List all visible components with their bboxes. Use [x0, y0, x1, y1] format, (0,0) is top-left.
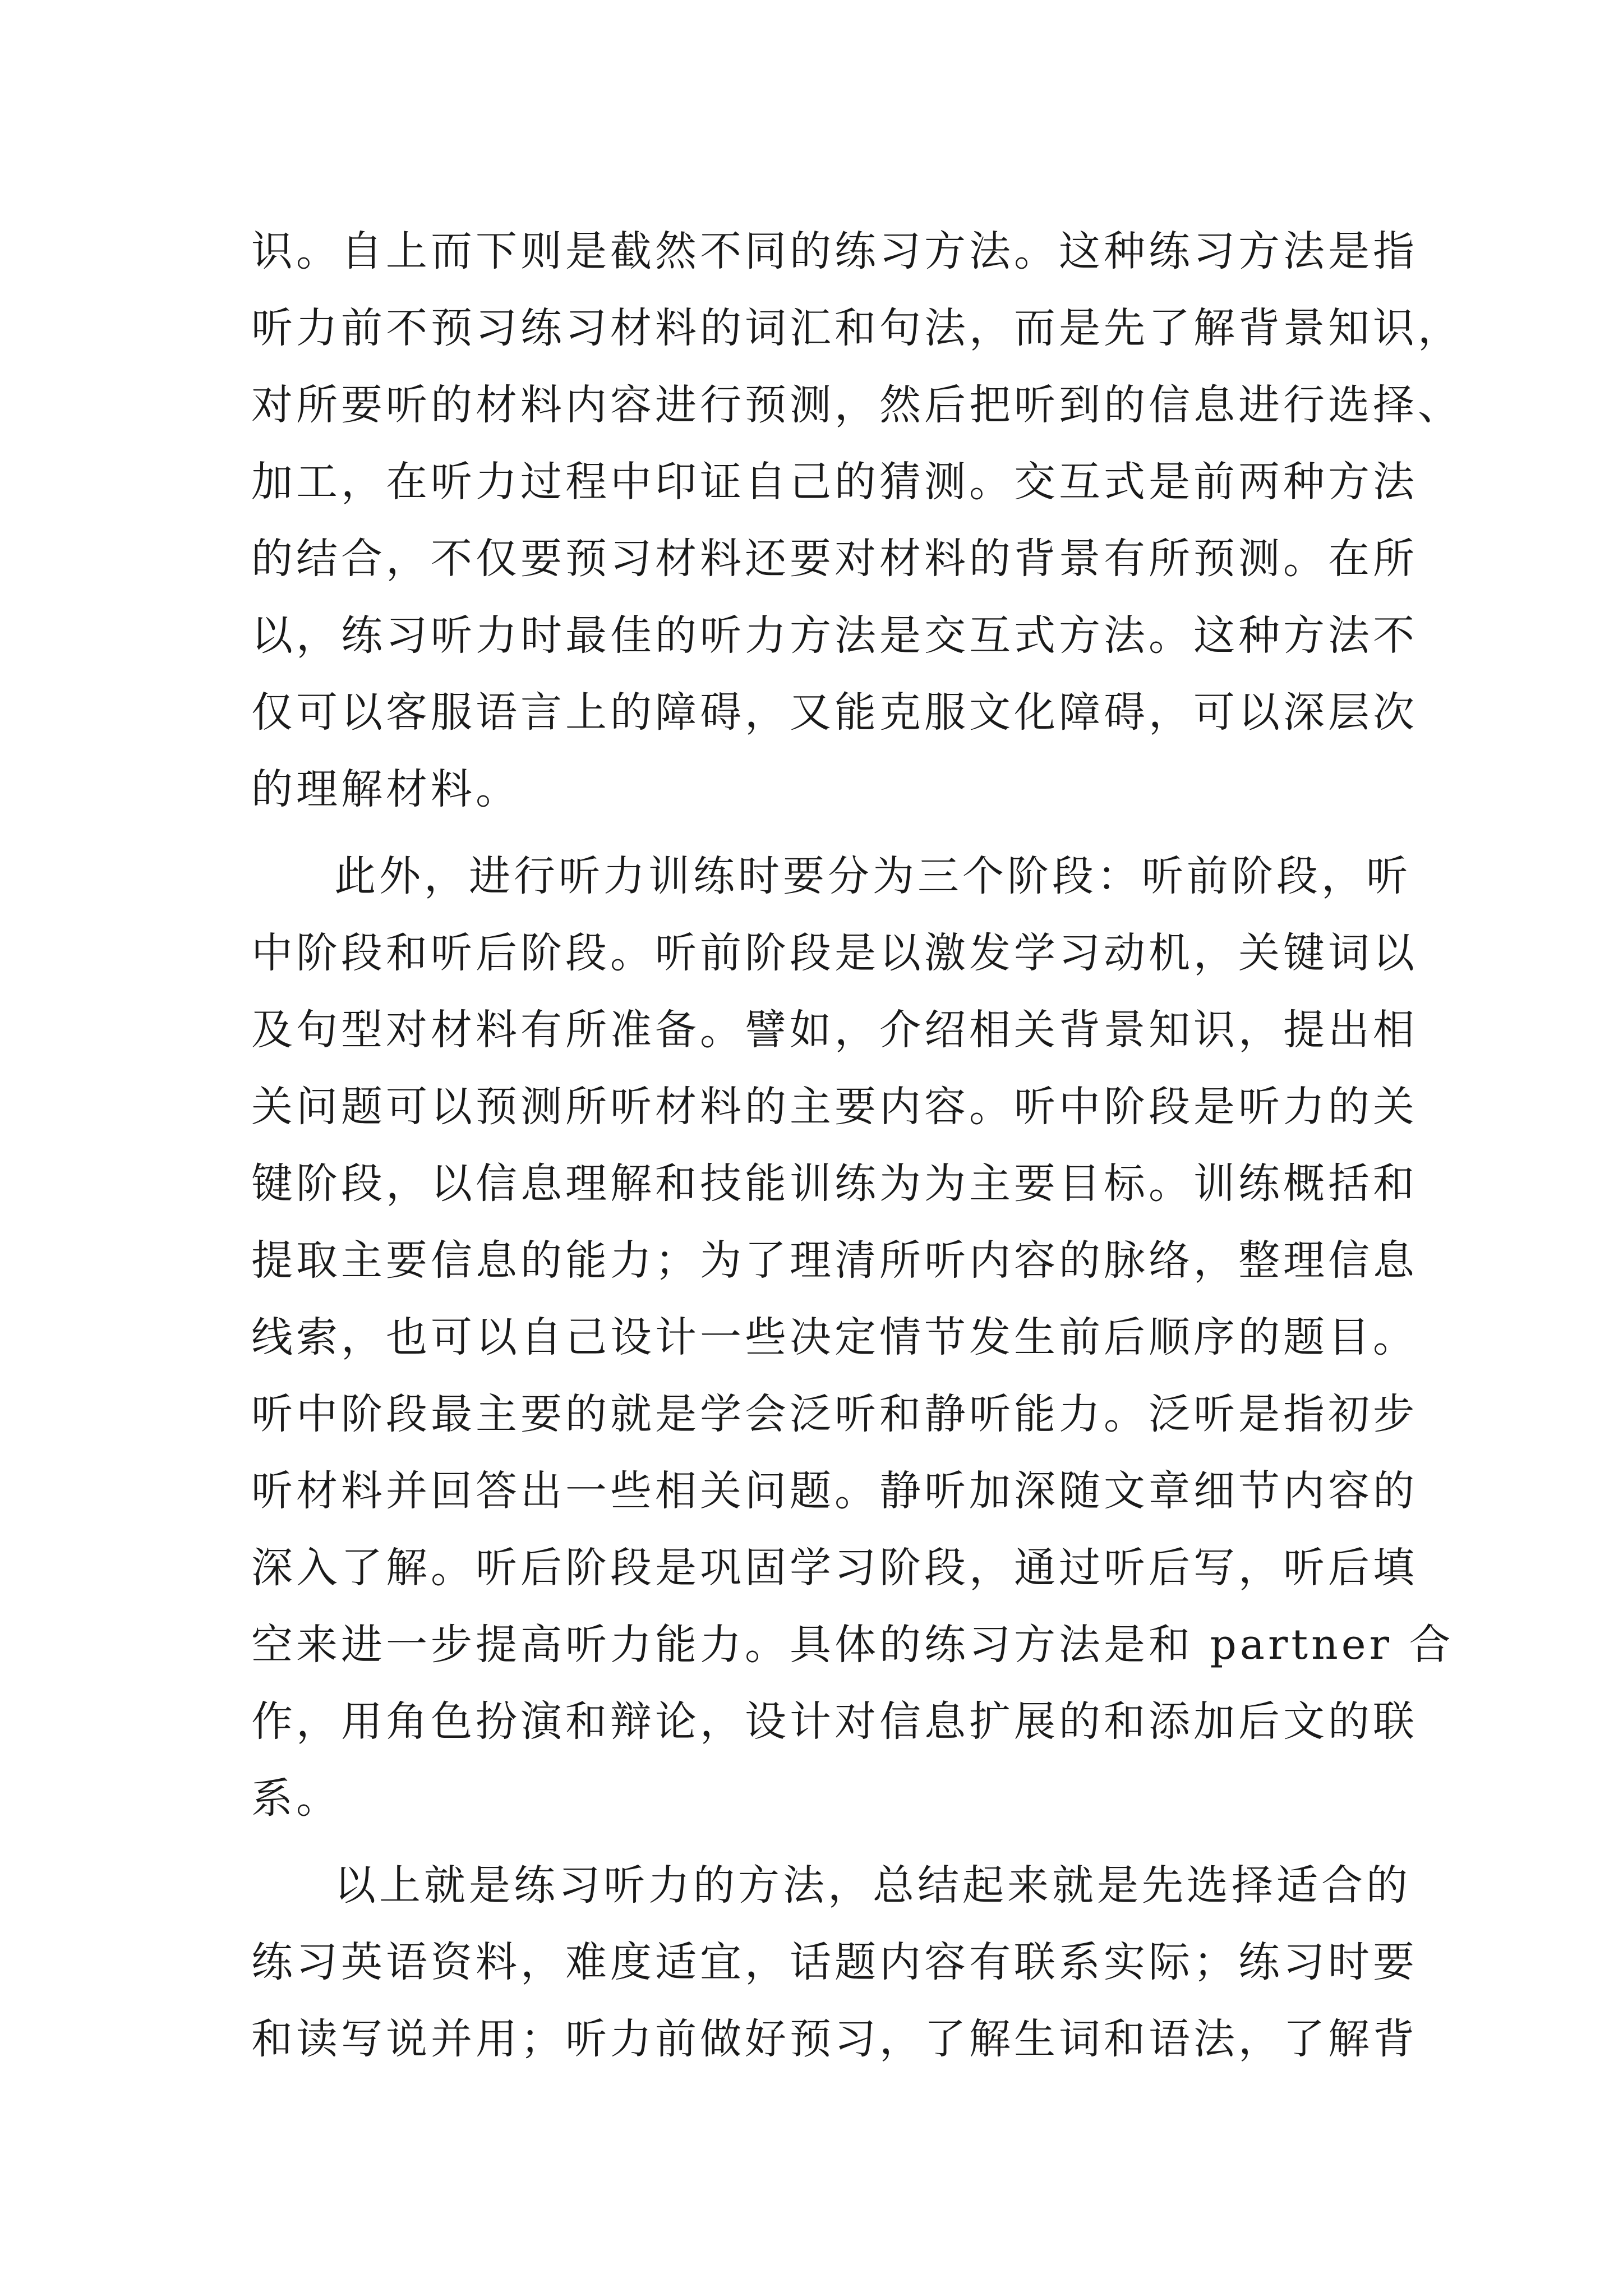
- text-line: 和读写说并用；听力前做好预习，了解生词和语法，了解背: [251, 2015, 1418, 2063]
- text-line: 以上就是练习听力的方法，总结起来就是先选择适合的: [334, 1861, 1411, 1910]
- text-line: 听力前不预习练习材料的词汇和句法，而是先了解背景知识，: [251, 304, 1463, 352]
- text-line: 听中阶段最主要的就是学会泛听和静听能力。泛听是指初步: [251, 1390, 1418, 1438]
- text-line: 练习英语资料，难度适宜，话题内容有联系实际；练习时要: [251, 1938, 1418, 1986]
- text-line: 识。自上而下则是截然不同的练习方法。这种练习方法是指: [251, 227, 1418, 275]
- text-line: 深入了解。听后阶段是巩固学习阶段，通过听后写，听后填: [251, 1544, 1418, 1592]
- text-line: 以，练习听力时最佳的听力方法是交互式方法。这种方法不: [251, 611, 1418, 660]
- text-line: 此外，进行听力训练时要分为三个阶段：听前阶段，听: [334, 852, 1411, 900]
- text-line: 的结合，不仅要预习材料还要对材料的背景有所预测。在所: [251, 535, 1418, 583]
- paragraph: [251, 1847, 1440, 2078]
- paragraph: [251, 213, 1463, 828]
- text-line: 提取主要信息的能力；为了理清所听内容的脉络，整理信息: [251, 1236, 1418, 1285]
- text-line: 及句型对材料有所准备。譬如，介绍相关背景知识，提出相: [251, 1006, 1418, 1054]
- paragraph: [251, 838, 1454, 1837]
- text-line: 加工，在听力过程中印证自己的猜测。交互式是前两种方法: [251, 458, 1418, 506]
- text-line: 作，用角色扮演和辩论，设计对信息扩展的和添加后文的联: [251, 1697, 1418, 1746]
- text-line: 关问题可以预测所听材料的主要内容。听中阶段是听力的关: [251, 1083, 1418, 1131]
- body-text: [251, 213, 1463, 2078]
- text-line: 听材料并回答出一些相关问题。静听加深随文章细节内容的: [251, 1467, 1418, 1515]
- text-line: 对所要听的材料内容进行预测，然后把听到的信息进行选择、: [251, 381, 1463, 429]
- text-line: 的理解材料。: [251, 765, 520, 813]
- text-line: 系。: [251, 1774, 341, 1823]
- text-line: 空来进一步提高听力能力。具体的练习方法是和 partner 合: [251, 1621, 1454, 1669]
- text-line: 仅可以客服语言上的障碍，又能克服文化障碍，可以深层次: [251, 688, 1418, 737]
- text-line: 线索，也可以自己设计一些决定情节发生前后顺序的题目。: [251, 1313, 1418, 1361]
- text-line: 中阶段和听后阶段。听前阶段是以激发学习动机，关键词以: [251, 929, 1418, 977]
- text-line: 键阶段，以信息理解和技能训练为为主要目标。训练概括和: [251, 1159, 1418, 1208]
